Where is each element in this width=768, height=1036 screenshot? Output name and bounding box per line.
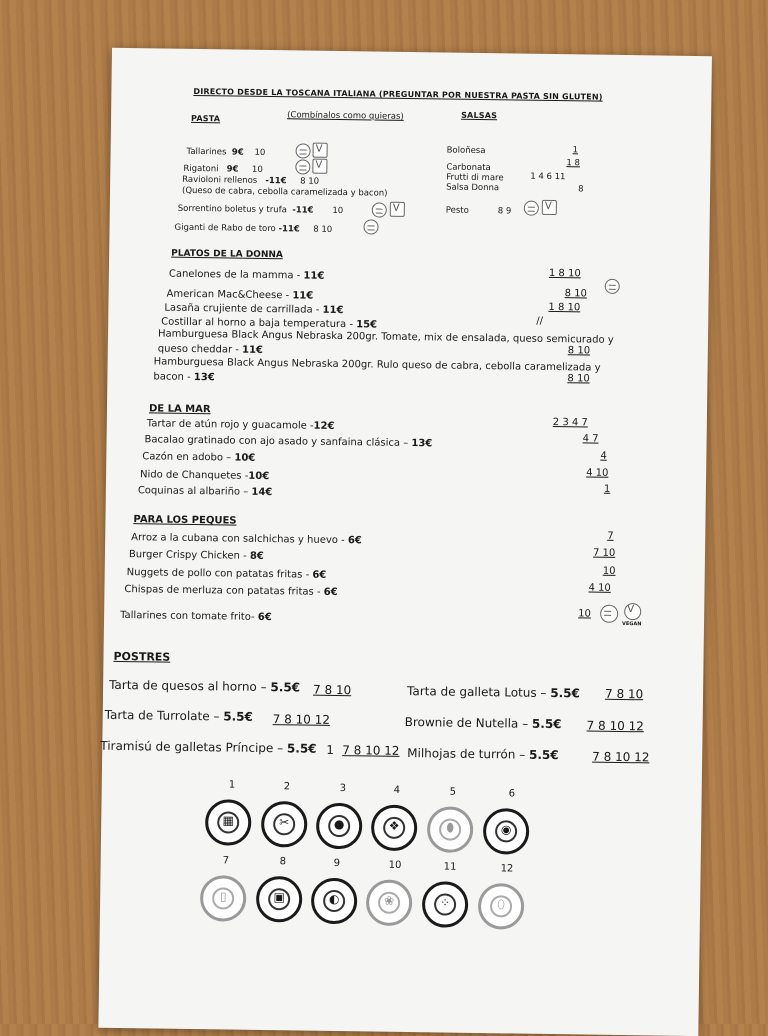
allergen-number: 9	[333, 857, 341, 870]
nuts-icon: ▣	[256, 876, 303, 923]
pasta-item: Rigatoni 9€ 10	[183, 163, 263, 175]
postre-item: Tarta de Turrolate – 5.5€	[104, 707, 253, 724]
donna-item: Lasaña crujiente de carrillada - 11€	[164, 302, 344, 317]
allergen-number: 11	[443, 861, 457, 873]
salsa-item: Salsa Donna	[446, 182, 500, 194]
combine-note: (Combínalos como quieras)	[287, 110, 404, 122]
peques-item: Chispas de merluza con patatas fritas - 6€	[124, 584, 338, 599]
mar-codes: 4 10	[586, 467, 609, 479]
vegan-icon	[312, 159, 327, 174]
peques-codes: 10	[602, 565, 616, 577]
allergen-number: 1	[228, 779, 236, 791]
gluten-free-icon	[372, 202, 387, 217]
allergen-number: 4	[393, 784, 401, 796]
salsa-codes: 1 8	[566, 158, 581, 169]
menu-sheet	[98, 48, 712, 1036]
mar-item: Bacalao gratinado con ajo asado y sanfaina clásica – 13€	[144, 434, 433, 450]
mar-item: Nido de Chanquetes -10€	[139, 469, 270, 483]
postre-codes: 7 8 10 12	[586, 718, 644, 734]
mar-codes: 4	[600, 450, 607, 462]
peques-codes: 4 10	[588, 582, 611, 594]
mustard-icon: ❀	[366, 879, 413, 926]
section-heading-peques: PARA LOS PEQUES	[133, 514, 237, 527]
peques-item: Nuggets de pollo con patatas fritas - 6€	[126, 567, 327, 581]
allergen-number: 2	[283, 781, 291, 793]
pasta-label: PASTA	[190, 113, 221, 124]
gluten-free-icon	[600, 605, 618, 623]
donna-item: Costillar al horno a baja temperatura - 15€	[161, 316, 378, 331]
salsa-codes: 1	[572, 145, 579, 156]
section-heading-postres: POSTRES	[113, 649, 171, 664]
donna-codes: //	[536, 315, 544, 327]
gluten-free-icon	[295, 159, 310, 174]
pasta-item: Sorrentino boletus y trufa -11€ 10	[177, 203, 344, 217]
pasta-item: Ravioloni rellenos -11€ 8 10	[182, 174, 320, 187]
salsa-codes: 8	[578, 184, 584, 195]
donna-codes: 1 8 10	[548, 301, 581, 314]
allergen-number: 10	[388, 859, 402, 871]
menu-title: DIRECTO DESDE LA TOSCANA ITALIANA (PREGUNTAR POR NUESTRA PASTA SIN GLUTEN)	[193, 86, 603, 102]
gluten-free-icon	[296, 143, 311, 158]
mar-codes: 2 3 4 7	[552, 417, 588, 429]
allergen-number: 7	[222, 855, 230, 867]
peques-codes: 10	[578, 608, 591, 620]
salsa-codes: 1 4 6 11	[530, 171, 566, 183]
crustacean-icon: ✂	[261, 801, 308, 848]
pasta-item: Tallarines 9€ 10	[186, 146, 266, 158]
vegan-badge-label: VEGAN	[621, 620, 642, 628]
gluten-icon: ▦	[205, 799, 252, 846]
donna-codes: 8 10	[564, 288, 587, 300]
gluten-free-icon	[605, 279, 620, 294]
mar-item: Cazón en adobo – 10€	[142, 451, 256, 464]
allergen-number: 12	[500, 863, 514, 875]
soy-icon: ◉	[483, 808, 530, 855]
postre-item: Tarta de galleta Lotus – 5.5€	[406, 683, 581, 701]
donna-item-cont: bacon - 13€	[153, 371, 215, 384]
postre-codes: 7 8 10 12	[272, 712, 331, 727]
pasta-note: (Queso de cabra, cebolla caramelizada y bacon)	[181, 185, 388, 199]
peques-item: Tallarines con tomate frito- 6€	[120, 609, 272, 624]
vegan-icon	[624, 603, 641, 620]
postre-codes: 7 8 10	[312, 682, 352, 698]
allergen-number: 6	[508, 788, 516, 800]
salsa-item: Boloñesa	[446, 145, 486, 157]
vegan-icon	[390, 202, 405, 217]
section-heading-mar: DE LA MAR	[148, 403, 211, 416]
milk-icon: ▯	[200, 875, 247, 922]
sulphites-icon: ⬯	[478, 883, 525, 930]
salsas-label: SALSAS	[461, 110, 498, 121]
postre-item: Tiramisú de galletas Príncipe – 5.5€	[100, 738, 317, 756]
donna-codes: 8 10	[567, 373, 590, 385]
peques-item: Arroz a la cubana con salchichas y huevo - 6€	[131, 532, 362, 547]
celery-icon: ◐	[311, 878, 358, 925]
postre-codes: 7 8 10 12	[592, 749, 650, 765]
postre-codes: 7 8 10	[604, 686, 644, 702]
postre-item: Milhojas de turrón – 5.5€	[407, 746, 559, 763]
mar-codes: 4 7	[582, 433, 599, 445]
pasta-item: Giganti de Rabo de toro -11€ 8 10	[174, 222, 333, 235]
postre-codes: 7 8 10 12	[342, 743, 400, 758]
peques-item: Burger Crispy Chicken - 8€	[128, 549, 264, 562]
donna-item: Hamburguesa Black Angus Nebraska 200gr. Tomate, mix de ensalada, queso semicurado y	[157, 328, 614, 346]
gluten-free-icon	[524, 201, 539, 216]
donna-item: American Mac&Cheese - 11€	[166, 288, 314, 302]
mar-item: Tartar de atún rojo y guacamole -12€	[146, 418, 335, 432]
allergen-number: 3	[339, 783, 347, 795]
donna-item: Canelones de la mamma - 11€	[168, 268, 325, 282]
salsa-item: Pesto	[445, 205, 469, 216]
peques-codes: 7 10	[592, 547, 616, 559]
postre-allergen-pre: 1	[326, 742, 334, 757]
postre-item: Tarta de quesos al horno – 5.5€	[109, 677, 301, 695]
mar-item: Coquinas al albariño – 14€	[137, 485, 273, 499]
donna-codes: 1 8 10	[548, 267, 581, 280]
donna-codes: 8 10	[567, 345, 591, 357]
egg-icon: ●	[316, 803, 363, 850]
mar-codes: 1	[603, 483, 611, 495]
fish-icon: ❖	[371, 805, 418, 852]
section-heading-donna: PLATOS DE LA DONNA	[171, 248, 283, 261]
peanut-icon: ⬮	[427, 806, 474, 853]
peques-codes: 7	[607, 530, 614, 542]
allergen-number: 8	[279, 856, 287, 868]
gluten-free-icon	[363, 219, 378, 234]
salsa-item: Carbonata	[446, 162, 491, 174]
salsa-item: Frutti di mare	[446, 172, 504, 184]
salsa-codes: 8 9	[497, 206, 512, 217]
donna-item-cont: queso cheddar - 11€	[157, 343, 264, 356]
vegan-icon	[542, 200, 557, 215]
donna-item: Hamburguesa Black Angus Nebraska 200gr. Rulo queso de cabra, cebolla caramelizada y	[153, 356, 601, 374]
vegan-icon	[313, 143, 328, 158]
allergen-number: 5	[449, 786, 457, 798]
sesame-icon: ⁘	[422, 881, 469, 928]
postre-item: Brownie de Nutella – 5.5€	[404, 714, 562, 732]
